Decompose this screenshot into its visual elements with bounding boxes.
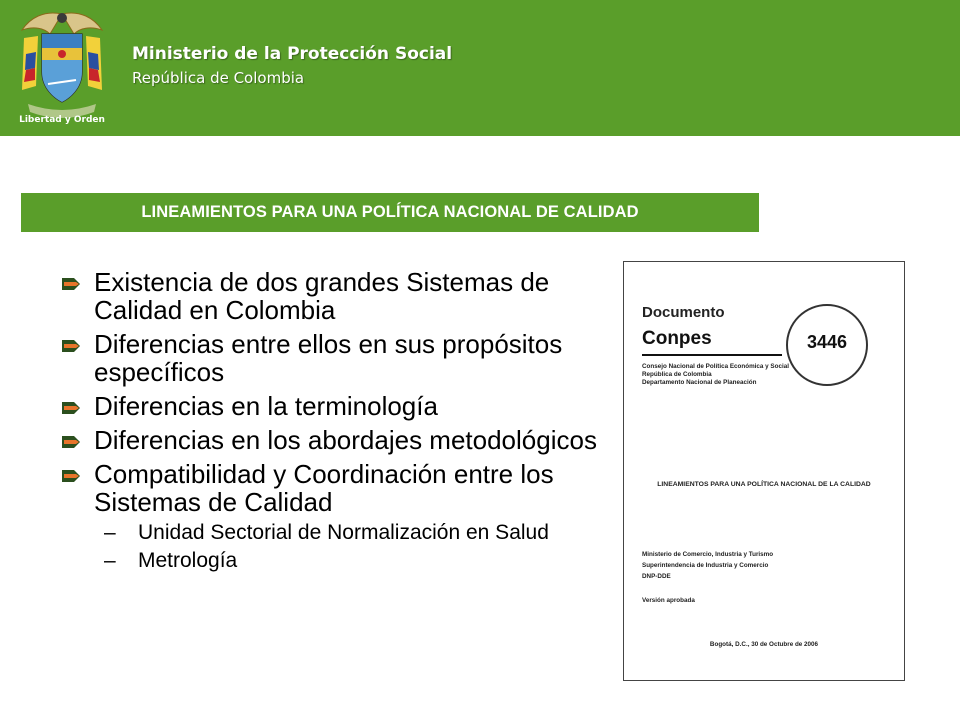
- slide-title: LINEAMIENTOS PARA UNA POLÍTICA NACIONAL DE CALIDAD: [141, 203, 639, 221]
- bullet-icon: [60, 274, 82, 294]
- colombia-coat-of-arms-logo: [14, 8, 110, 130]
- dash-marker: –: [104, 521, 116, 544]
- document-ministry: Ministerio de Comercio, Industria y Turismo: [642, 551, 774, 558]
- crest-motto: Libertad y Orden: [19, 115, 105, 125]
- document-number: 3446: [806, 332, 848, 352]
- list-item: [60, 460, 620, 516]
- slide-title-bar: [21, 193, 759, 232]
- sub-bullet-text: Metrología: [138, 549, 238, 572]
- document-superintendence: Superintendencia de Industria y Comercio: [642, 562, 769, 569]
- bullet-icon: [60, 466, 82, 486]
- document-council: Consejo Nacional de Política Económica y Social: [642, 363, 789, 370]
- country-name: República de Colombia: [132, 69, 305, 87]
- bullet-text: Diferencias en la terminología: [94, 391, 438, 421]
- document-republic: República de Colombia: [642, 371, 712, 378]
- document-number-circle: [786, 304, 868, 386]
- ministry-block: [132, 44, 452, 88]
- list-item: [60, 392, 620, 420]
- bullet-icon: [60, 336, 82, 356]
- bullet-text: Compatibilidad y Coordinación entre los Sistemas de Calidad: [94, 459, 554, 517]
- sub-list-item: [104, 522, 620, 544]
- bullet-icon: [60, 398, 82, 418]
- list-item: [60, 426, 620, 454]
- document-place-date: Bogotá, D.C., 30 de Octubre de 2006: [709, 641, 819, 648]
- sub-bullet-text: Unidad Sectorial de Normalización en Salud: [138, 521, 549, 544]
- document-department: Departamento Nacional de Planeación: [642, 379, 757, 386]
- document-label: Documento: [642, 304, 725, 321]
- document-name: Conpes: [642, 328, 712, 349]
- document-dnp: DNP-DDE: [642, 573, 671, 580]
- document-rule: [642, 354, 782, 356]
- document-heading: LINEAMIENTOS PARA UNA POLÍTICA NACIONAL DE LA CALIDAD: [657, 481, 871, 488]
- dash-marker: –: [104, 549, 116, 572]
- conpes-document-image: [623, 261, 905, 681]
- header-bar: [0, 0, 960, 136]
- sub-list-item: [104, 550, 620, 572]
- bullet-text: Diferencias en los abordajes metodológicos: [94, 425, 597, 455]
- ministry-name: Ministerio de la Protección Social: [132, 44, 453, 64]
- list-item: [60, 330, 620, 386]
- bullet-text: Existencia de dos grandes Sistemas de Calidad en Colombia: [94, 267, 550, 325]
- bullet-icon: [60, 432, 82, 452]
- bullet-list: [60, 268, 620, 578]
- document-version: Versión aprobada: [642, 597, 695, 604]
- list-item: [60, 268, 620, 324]
- bullet-text: Diferencias entre ellos en sus propósitos específicos: [94, 329, 563, 387]
